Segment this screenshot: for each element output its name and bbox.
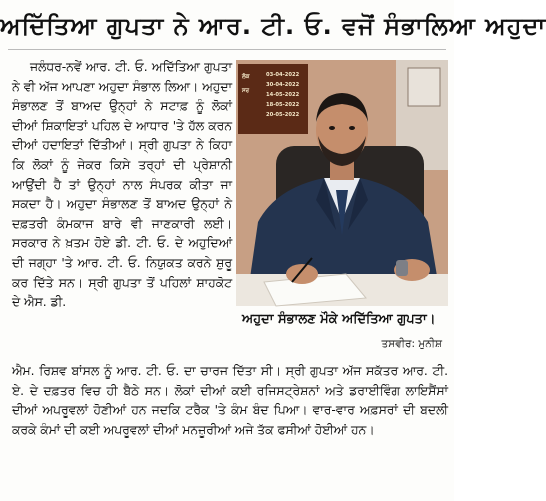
board-date: 14-05-2022 <box>266 92 300 98</box>
article-paragraph: ਐਮ. ਰਿਸ਼ਵ ਬਾਂਸਲ ਨੂੰ ਆਰ. ਟੀ. ਓ. ਦਾ ਚਾਰਜ ਦਿੱਤਾ ਸੀ। ਸ੍ਰੀ ਗੁਪਤਾ ਅੱਜ ਸਕੱਤਰ ਆਰ. ਟੀ. ਏ. ਦੇ ਦਫ਼ਤਰ ਵਿਚ ਹੀ ਬੈਠੇ ਸਨ। ਲੋਕਾਂ ਦੀਆਂ ਕਈ ਰਜਿਸਟ੍ਰੇਸ਼ਨਾਂ ਅਤੇ ਡਰਾਈਵਿੰਗ ਲਾਇਸੈਂਸਾਂ ਦੀਆਂ ਅਪਰੂਵਲਾਂ ਹੋਣੀਆਂ ਹਨ ਜਦਕਿ ਟਰੈਕ 'ਤੇ ਕੰਮ ਬੰਦ ਪਿਆ। ਵਾਰ-ਵਾਰ ਅਫ਼ਸਰਾਂ ਦੀ ਬਦਲੀ ਕਰਕੇ ਕੰਮਾਂ ਦੀ ਕਈ ਅਪਰੂਵਲਾਂ ਦੀਆਂ ਮਨਜ਼ੂਰੀਆਂ ਅਜੇ ਤੱਕ ਫਸੀਆਂ ਹੋਈਆਂ ਹਨ। <box>12 364 448 437</box>
article-body-left-column <box>12 58 232 313</box>
photo-caption <box>236 306 448 360</box>
news-photo <box>236 60 448 306</box>
board-date: 20-05-2022 <box>266 112 300 118</box>
photo-credit: ਤਸਵੀਰ: ਮੁਨੀਸ਼ <box>381 338 442 350</box>
board-date: 03-04-2022 <box>266 72 300 78</box>
article-body-full-width <box>12 362 448 440</box>
headline-divider <box>8 49 446 50</box>
board-date: 30-04-2022 <box>266 82 300 88</box>
photo-illustration <box>236 60 448 306</box>
board-name: ਲੋਕ <box>242 74 250 80</box>
caption-text: ਅਹੁਦਾ ਸੰਭਾਲਣ ਮੌਕੇ ਅਦਿੱਤਿਆ ਗੁਪਤਾ। <box>242 312 436 327</box>
board-date: 18-05-2022 <box>266 102 300 108</box>
article-paragraph: ਜਲੰਧਰ-ਨਵੇਂ ਆਰ. ਟੀ. ਓ. ਅਦਿੱਤਿਆ ਗੁਪਤਾ ਨੇ ਵੀ ਅੱਜ ਆਪਣਾ ਅਹੁਦਾ ਸੰਭਾਲ ਲਿਆ। ਅਹੁਦਾ ਸੰਭਾਲਣ ਤੋਂ ਬਾਅਦ ਉਨ੍ਹਾਂ ਨੇ ਸਟਾਫ਼ ਨੂੰ ਲੋਕਾਂ ਦੀਆਂ ਸ਼ਿਕਾਇਤਾਂ ਪਹਿਲ ਦੇ ਆਧਾਰ 'ਤੇ ਹੱਲ ਕਰਨ ਦੀਆਂ ਹਦਾਇਤਾਂ ਦਿੱਤੀਆਂ। ਸ੍ਰੀ ਗੁਪਤਾ ਨੇ ਕਿਹਾ ਕਿ ਲੋਕਾਂ ਨੂੰ ਜੇਕਰ ਕਿਸੇ ਤਰ੍ਹਾਂ ਦੀ ਪ੍ਰੇਸ਼ਾਨੀ ਆਉਂਦੀ ਹੈ ਤਾਂ ਉਨ੍ਹਾਂ ਨਾਲ ਸੰਪਰਕ ਕੀਤਾ ਜਾ ਸਕਦਾ ਹੈ। ਅਹੁਦਾ ਸੰਭਾਲਣ ਤੋਂ ਬਾਅਦ ਉਨ੍ਹਾਂ ਨੇ ਦਫ਼ਤਰੀ ਕੰਮਕਾਜ ਬਾਰੇ ਵੀ ਜਾਣਕਾਰੀ ਲਈ। ਸਰਕਾਰ ਨੇ ਖ਼ਤਮ ਹੋਏ ਡੀ. ਟੀ. ਓ. ਦੇ ਅਹੁਦਿਆਂ ਦੀ ਜਗ੍ਹਾ 'ਤੇ ਆਰ. ਟੀ. ਓ. ਨਿਯੁਕਤ ਕਰਨੇ ਸ਼ੁਰੂ ਕਰ ਦਿੱਤੇ ਸਨ। ਸ੍ਰੀ ਗੁਪਤਾ ਤੋਂ ਪਹਿਲਾਂ ਸ਼ਾਹਕੋਟ ਦੇ ਐਸ. ਡੀ. <box>12 60 232 310</box>
headline: ਅਦਿੱਤਿਆ ਗੁਪਤਾ ਨੇ ਆਰ. ਟੀ. ਓ. ਵਜੋਂ ਸੰਭਾਲਿਆ ਅਹੁਦਾ <box>0 12 546 40</box>
board-name: ਸਰ <box>242 88 250 94</box>
